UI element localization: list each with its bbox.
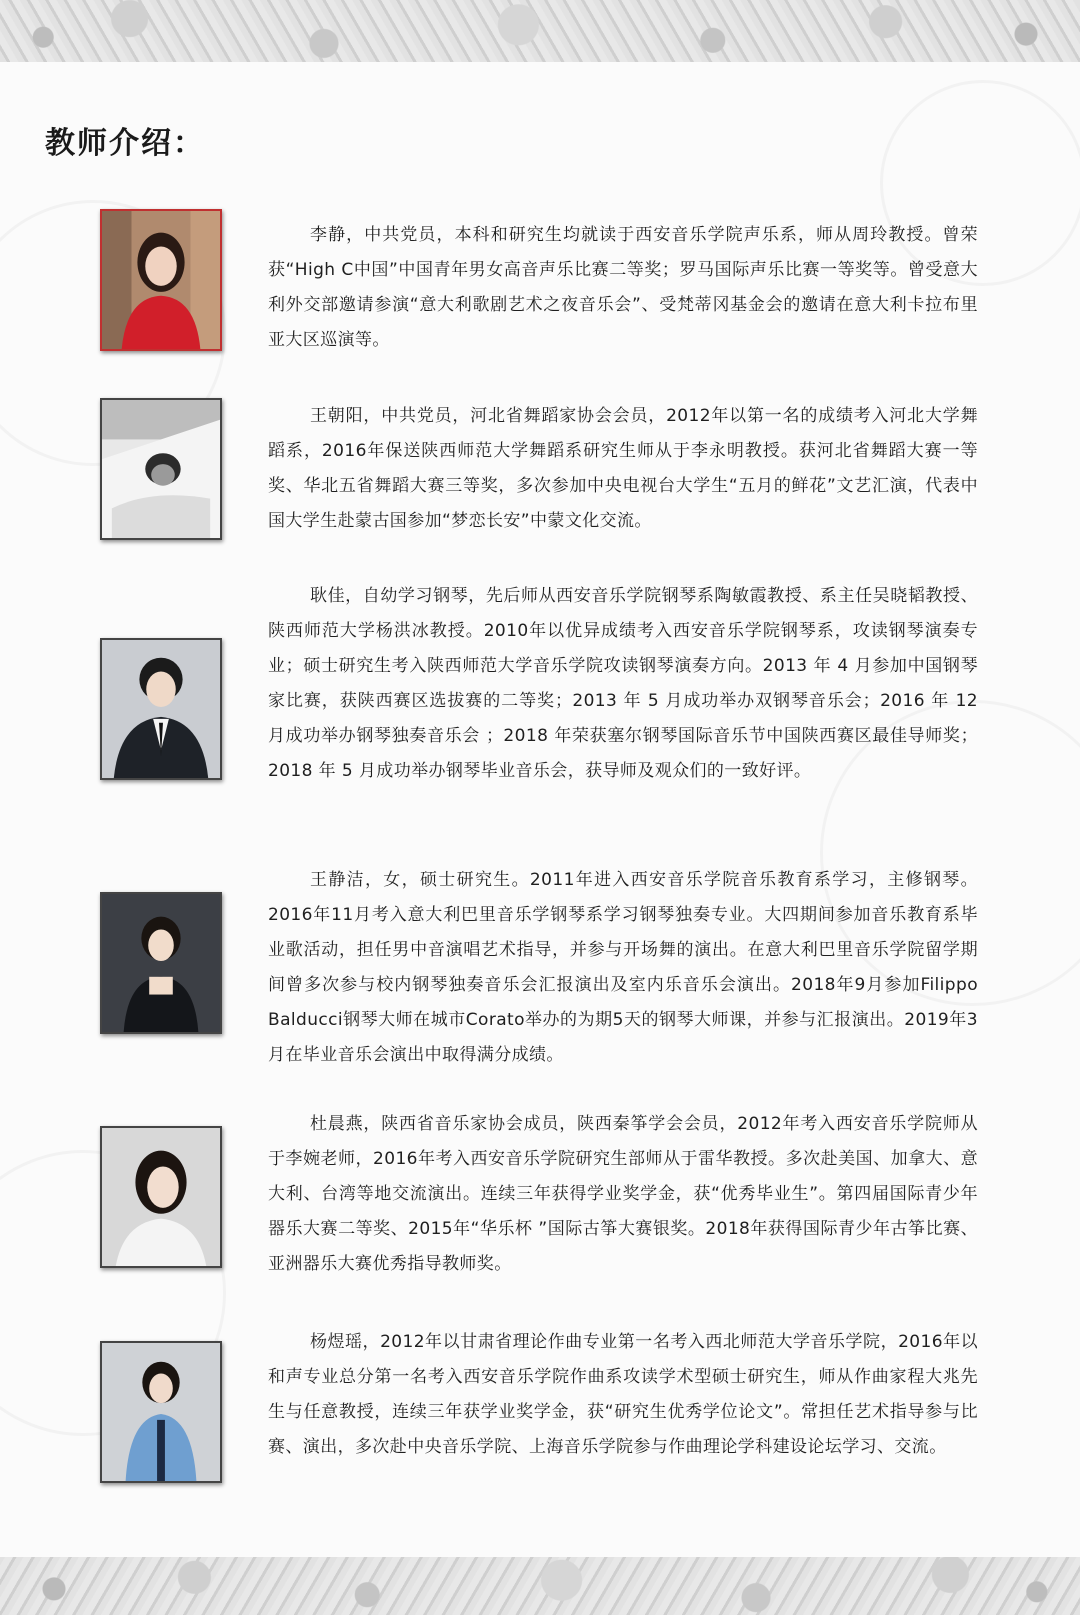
portrait-photo <box>100 398 222 540</box>
teacher-bio: 杨煜瑶，2012年以甘肃省理论作曲专业第一名考入西北师范大学音乐学院，2016年以和声专业总分第一名考入西安音乐学院作曲系攻读学术型硕士研究生，师从作曲家程大兆先生与任意教授，连续三年获学业奖学金，获“研究生优秀学位论文”。常担任艺术指导参与比赛、演出，多次赴中央音乐学院、上海音乐学院参与作曲理论学科建设论坛学习、交流。 <box>268 1332 978 1457</box>
teacher-bio: 王朝阳，中共党员，河北省舞蹈家协会会员，2012年以第一名的成绩考入河北大学舞蹈系，2016年保送陕西师范大学舞蹈系研究生师从于李永明教授。获河北省舞蹈大赛一等奖、华北五省舞蹈大赛三等奖，多次参加中央电视台大学生“五月的鲜花”文艺汇演，代表中国大学生赴蒙古国参加“梦恋长安”中蒙文化交流。 <box>268 406 978 531</box>
portrait-photo <box>100 209 222 351</box>
teacher-bio: 杜晨燕，陕西省音乐家协会成员，陕西秦筝学会会员，2012年考入西安音乐学院师从于李婉老师，2016年考入西安音乐学院研究生部师从于雷华教授。多次赴美国、加拿大、意大利、台湾等地交流演出。连续三年获得学业奖学金，获“优秀毕业生”。第四届国际青少年器乐大赛二等奖、2015年“华乐杯 ”国际古筝大赛银奖。2018年获得国际青少年古筝比赛、亚洲器乐大赛优秀指导教师奖。 <box>268 1114 978 1274</box>
portrait-photo <box>100 638 222 780</box>
page-title: 教师介绍： <box>45 126 205 161</box>
decorative-header-band <box>0 0 1080 62</box>
teacher-bio: 耿佳，自幼学习钢琴，先后师从西安音乐学院钢琴系陶敏霞教授、系主任吴晓韬教授、陕西师范大学杨洪冰教授。2010年以优异成绩考入西安音乐学院钢琴系，攻读钢琴演奏专业；硕士研究生考入陕西师范大学音乐学院攻读钢琴演奏方向。2013 年 4 月参加中国钢琴家比赛，获陕西赛区选拔赛的二等奖；2013 年 5 月成功举办双钢琴音乐会；2016 年 12 月成功举办钢琴独奏音乐会 ；2018 年荣获塞尔钢琴国际音乐节中国陕西赛区最佳导师奖；2018 年 5 月成功举办钢琴毕业音乐会，获导师及观众们的一致好评。 <box>268 586 978 781</box>
portrait-photo <box>100 1126 222 1268</box>
teacher-bio: 李静，中共党员，本科和研究生均就读于西安音乐学院声乐系，师从周玲教授。曾荣获“High C中国”中国青年男女高音声乐比赛二等奖；罗马国际声乐比赛一等奖等。曾受意大利外交部邀请参演“意大利歌剧艺术之夜音乐会”、受梵蒂冈基金会的邀请在意大利卡拉布里亚大区巡演等。 <box>268 225 978 350</box>
decorative-footer-band <box>0 1557 1080 1615</box>
portrait-photo <box>100 1341 222 1483</box>
teacher-bio: 王静洁，女，硕士研究生。2011年进入西安音乐学院音乐教育系学习，主修钢琴。2016年11月考入意大利巴里音乐学钢琴系学习钢琴独奏专业。大四期间参加音乐教育系毕业歌活动，担任男中音演唱艺术指导，并参与开场舞的演出。在意大利巴里音乐学院留学期间曾多次参与校内钢琴独奏音乐会汇报演出及室内乐音乐会演出。2018年9月参加Filippo Balducci钢琴大师在城市Corato举办的为期5天的钢琴大师课，并参与汇报演出。2019年3月在毕业音乐会演出中取得满分成绩。 <box>268 870 978 1065</box>
portrait-photo <box>100 892 222 1034</box>
